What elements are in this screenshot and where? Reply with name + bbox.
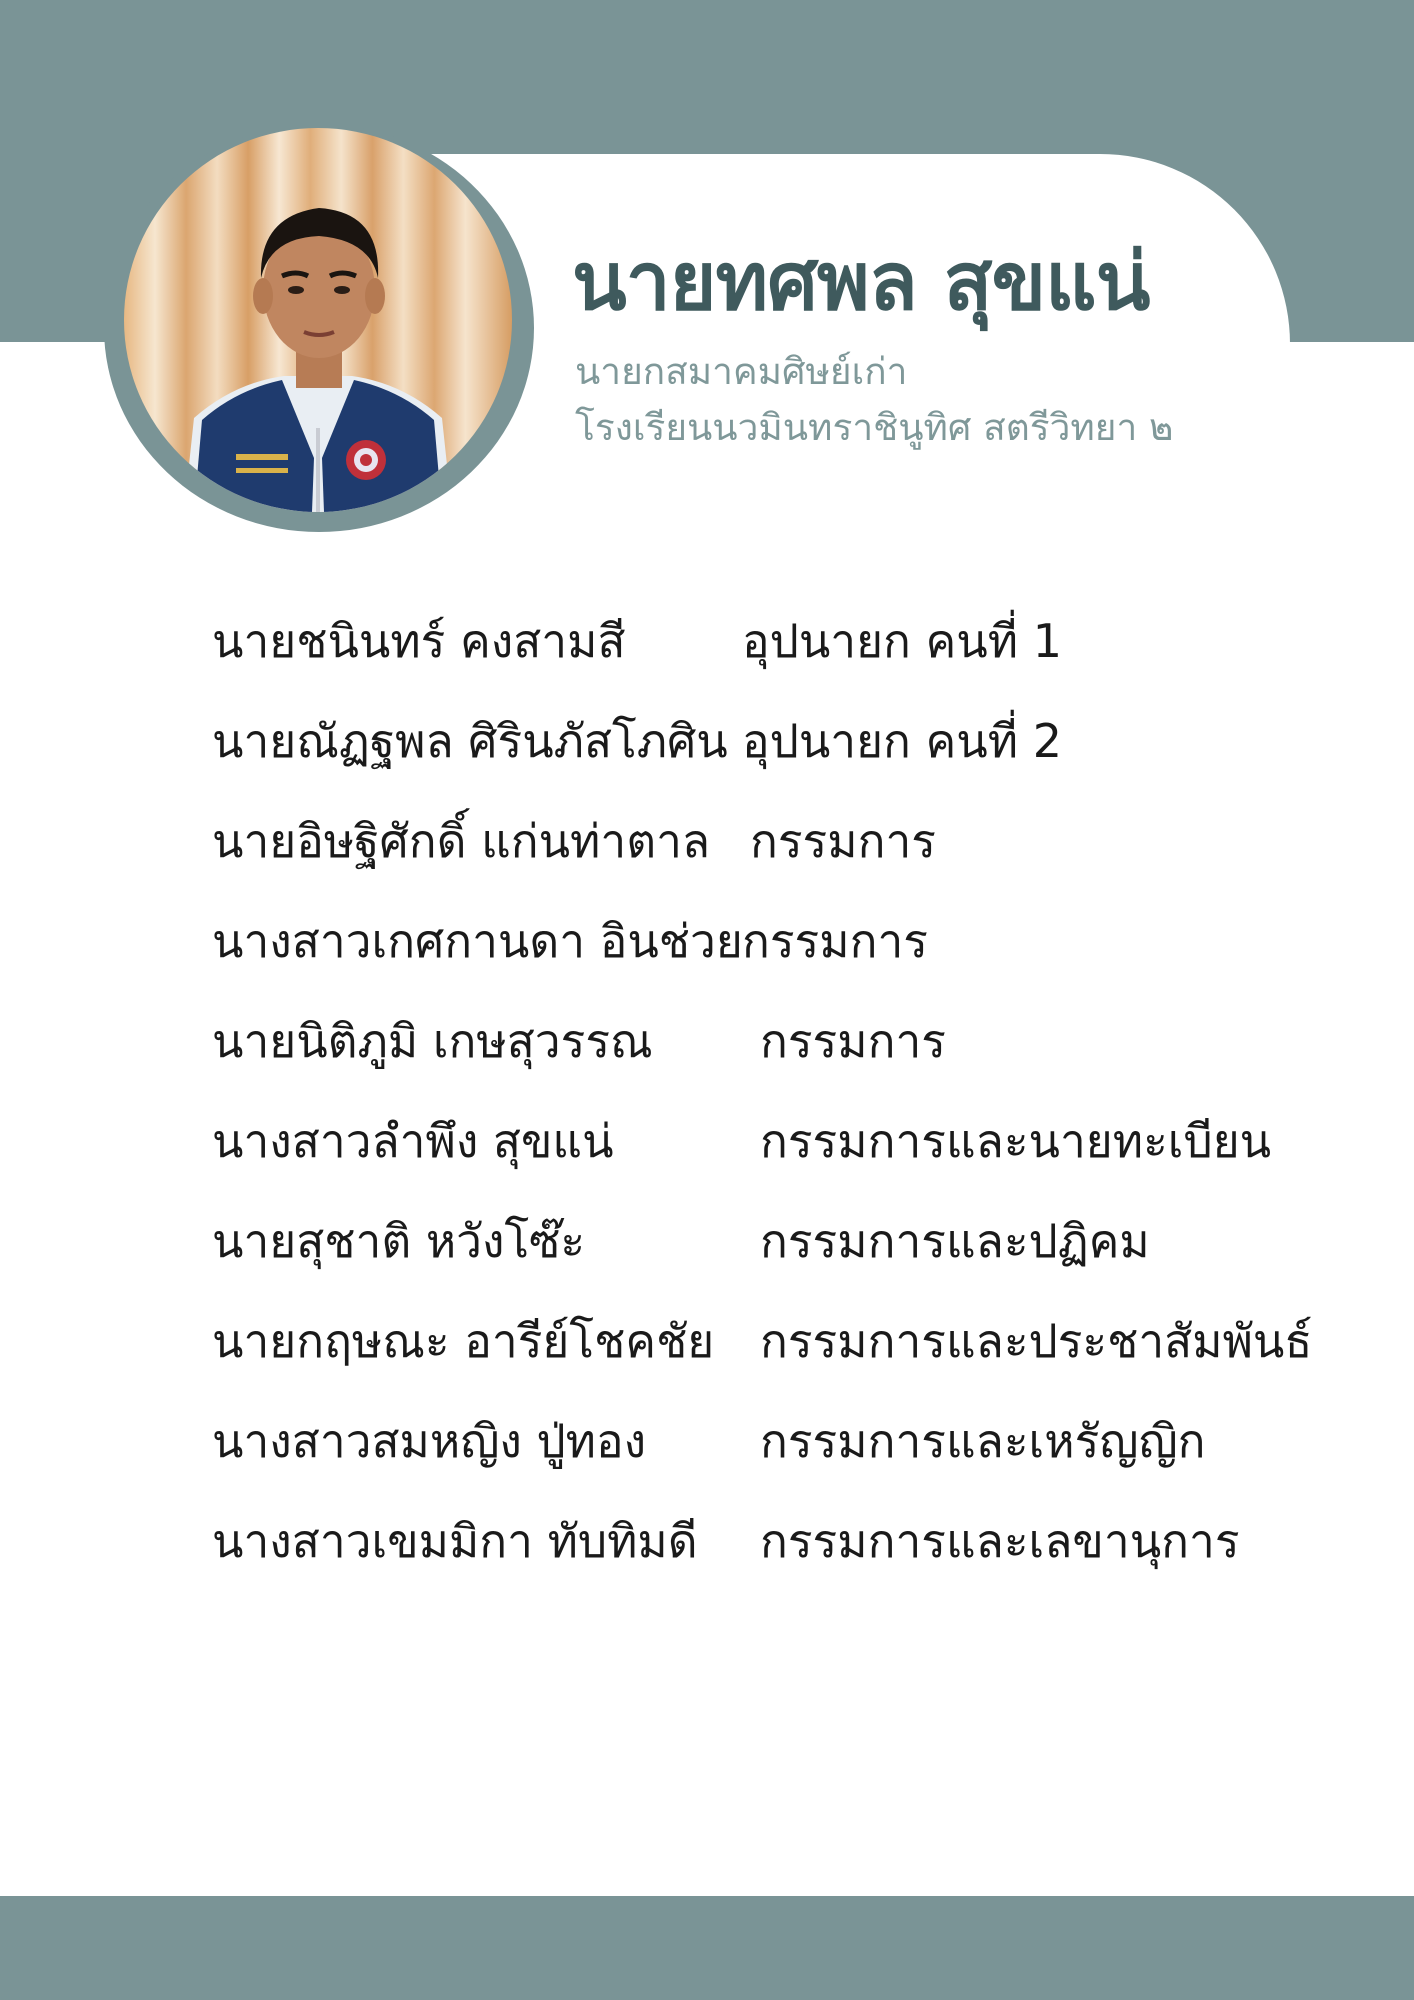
committee-row	[212, 805, 1362, 905]
member-position: อุปนายก คนที่ 1	[742, 614, 1062, 668]
committee-row	[212, 1105, 1362, 1205]
committee-row	[212, 605, 1362, 705]
footer-background-band	[0, 1896, 1414, 2000]
member-position: กรรมการและปฏิคม	[760, 1214, 1150, 1268]
member-position: กรรมการ	[742, 914, 928, 968]
president-role-title: นายกสมาคมศิษย์เก่า	[575, 350, 908, 393]
member-name: นายชนินทร์ คงสามสี	[212, 614, 626, 668]
member-position: อุปนายก คนที่ 2	[742, 714, 1062, 768]
member-position: กรรมการและประชาสัมพันธ์	[760, 1314, 1313, 1368]
member-name: นางสาวเกศกานดา อินช่วย	[212, 914, 743, 968]
member-position: กรรมการและนายทะเบียน	[760, 1114, 1272, 1168]
member-name: นายสุชาติ หวังโซ๊ะ	[212, 1214, 586, 1268]
member-name: นายอิษฐิศักดิ์ แก่นท่าตาล	[212, 814, 711, 868]
president-role-school: โรงเรียนนวมินทราชินูทิศ สตรีวิทยา ๒	[575, 406, 1174, 449]
committee-row	[212, 1405, 1362, 1505]
member-name: นายณัฏฐพล ศิรินภัสโภศิน	[212, 714, 728, 768]
member-name: นายกฤษณะ อารีย์โชคชัย	[212, 1314, 715, 1368]
member-name: นายนิติภูมิ เกษสุวรรณ	[212, 1014, 653, 1068]
committee-row	[212, 1505, 1362, 1605]
committee-row	[212, 1005, 1362, 1105]
president-name: นายทศพล สุขแน่	[572, 235, 1150, 328]
committee-row	[212, 1305, 1362, 1405]
member-position: กรรมการและเลขานุการ	[760, 1514, 1240, 1568]
member-position: กรรมการและเหรัญญิก	[760, 1414, 1206, 1468]
committee-row	[212, 905, 1362, 1005]
committee-list	[212, 605, 1362, 1605]
committee-row	[212, 1205, 1362, 1305]
member-position: กรรมการ	[750, 814, 936, 868]
president-portrait	[124, 128, 512, 512]
member-name: นางสาวลำพึง สุขแน่	[212, 1114, 614, 1168]
committee-row	[212, 705, 1362, 805]
member-name: นางสาวสมหญิง ปู่ทอง	[212, 1414, 647, 1468]
member-position: กรรมการ	[760, 1014, 946, 1068]
member-name: นางสาวเขมมิกา ทับทิมดี	[212, 1514, 698, 1568]
